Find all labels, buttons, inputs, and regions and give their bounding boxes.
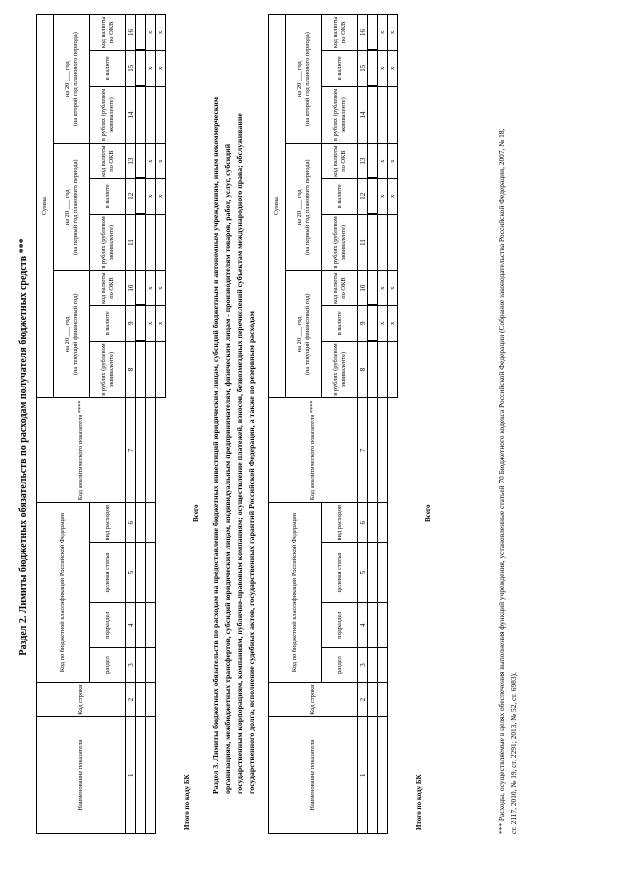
- header-okv: код валюты по ОКВ: [90, 271, 126, 306]
- x-mark: х: [156, 50, 166, 86]
- x-mark: х: [146, 15, 156, 51]
- col-number: 12: [126, 178, 136, 214]
- header-okv: код валюты по ОКВ: [90, 144, 126, 179]
- x-mark: х: [156, 271, 166, 306]
- col-number: 16: [126, 15, 136, 51]
- header-code: Код строки: [37, 682, 126, 717]
- table-row: [388, 15, 398, 834]
- col-number: 8: [358, 341, 368, 398]
- col-number: 14: [126, 86, 136, 144]
- header-currency: в валюте: [322, 178, 358, 214]
- col-number: 2: [126, 682, 136, 717]
- section-3-title: Раздел 3. Лимиты бюджетных обязательств по расходам на предоставление бюджетных инвестиций юридическим лицам, субсидий бюджетным и автономным учреждениям, иным некоммерческим организациям, межбюджетных трансфертов, субсидий юридическим лицам, индивидуальным предпринимателям, физическим лицам - производителям товаров, работ, услуг, субсидий государственным корпорациям, компаниям, публично-правовым компаниям; осуществление платежей, взносов, безвозмездных перечислений субъектам международного права; обслуживание государственного долга, исполнение судебных актов, государственных гарантий Российской Федерации, а также по резервным расходам: [211, 96, 256, 794]
- table-row: [368, 15, 378, 834]
- header-okv: код валюты по ОКВ: [322, 271, 358, 306]
- header-okv: код валюты по ОКВ: [322, 15, 358, 51]
- section-2-title: Раздел 2. Лимиты бюджетных обязательств по расходам получателя бюджетных средств ***: [18, 238, 29, 656]
- col-number: 10: [126, 271, 136, 306]
- x-mark: х: [156, 178, 166, 214]
- header-currency: в валюте: [90, 305, 126, 341]
- header-expense-type: вид расходов: [322, 503, 358, 543]
- header-podrazdel: подраздел: [90, 603, 126, 648]
- col-number: 15: [126, 50, 136, 86]
- col-number: 7: [126, 398, 136, 503]
- header-year-first-plan: на 20 ___ год (на первый год планового периода): [54, 144, 90, 271]
- header-analytic-code: Код аналитического показателя ****: [269, 398, 358, 503]
- col-number: 13: [358, 144, 368, 179]
- table-row: [378, 15, 388, 834]
- col-number: 10: [358, 271, 368, 306]
- footnote: *** Расходы, осуществляемые в целях обеспечения выполнения функций учреждения, установленные статьей 70 Бюджетного кодекса Российской Федерации (Собрание законодательства Российской Федерации, 2007, № 18, ст. 2117, 2010, № 19, ст. 2291; 2013, № 52, ст. 6983).: [497, 128, 518, 834]
- header-code: Код строки: [269, 682, 358, 717]
- col-number: 2: [358, 682, 368, 717]
- x-mark: х: [388, 305, 398, 341]
- col-number: 3: [358, 648, 368, 683]
- vsego-label: Всего: [192, 504, 200, 522]
- x-mark: х: [378, 305, 388, 341]
- header-currency: в валюте: [322, 50, 358, 86]
- header-currency: в валюте: [90, 50, 126, 86]
- header-sum: Сумма: [269, 15, 286, 398]
- header-name: Наименование показателя: [37, 717, 126, 834]
- x-mark: х: [156, 305, 166, 341]
- header-analytic-code: Код аналитического показателя ****: [37, 398, 126, 503]
- itogo-by-bk-label: Итого по коду БК: [415, 774, 423, 830]
- col-number: 4: [358, 603, 368, 648]
- header-year-current: на 20 ___ год (на текущий финансовый год): [286, 271, 322, 398]
- x-mark: х: [378, 50, 388, 86]
- x-mark: х: [146, 144, 156, 179]
- header-currency: в валюте: [322, 305, 358, 341]
- x-mark: х: [146, 305, 156, 341]
- table-row: [156, 15, 166, 834]
- x-mark: х: [156, 15, 166, 51]
- table-row: [136, 15, 146, 834]
- x-mark: х: [146, 178, 156, 214]
- limits-table-section-3: [268, 14, 398, 834]
- col-number: 13: [126, 144, 136, 179]
- header-razdel: раздел: [90, 648, 126, 683]
- col-number: 1: [358, 717, 368, 834]
- col-number: 5: [358, 543, 368, 603]
- header-year-first-plan: на 20 ___ год (на первый год планового периода): [286, 144, 322, 271]
- col-number: 11: [358, 214, 368, 271]
- col-number: 14: [358, 86, 368, 144]
- x-mark: х: [156, 144, 166, 179]
- header-rub: в рублях (рублевом эквиваленте): [322, 214, 358, 271]
- x-mark: х: [388, 144, 398, 179]
- x-mark: х: [146, 271, 156, 306]
- header-rub: в рублях (рублевом эквиваленте): [90, 86, 126, 144]
- header-sum: Сумма: [37, 15, 54, 398]
- col-number: 15: [358, 50, 368, 86]
- header-target-article: целевая статья: [322, 543, 358, 603]
- x-mark: х: [378, 178, 388, 214]
- header-okv: код валюты по ОКВ: [322, 144, 358, 179]
- header-year-second-plan: на 20 ___ год (на второй год планового периода): [286, 15, 322, 144]
- header-currency: в валюте: [90, 178, 126, 214]
- header-rub: в рублях (рублевом эквиваленте): [322, 341, 358, 398]
- col-number: 4: [126, 603, 136, 648]
- x-mark: х: [388, 178, 398, 214]
- x-mark: х: [388, 271, 398, 306]
- header-rub: в рублях (рублевом эквиваленте): [322, 86, 358, 144]
- col-number: 6: [126, 503, 136, 543]
- col-number: 3: [126, 648, 136, 683]
- x-mark: х: [146, 50, 156, 86]
- col-number: 6: [358, 503, 368, 543]
- x-mark: х: [378, 15, 388, 51]
- col-number: 5: [126, 543, 136, 603]
- header-budget-classification: Код по бюджетной классификации Российской Федерации: [269, 503, 322, 683]
- header-budget-classification: Код по бюджетной классификации Российской Федерации: [37, 503, 90, 683]
- header-expense-type: вид расходов: [90, 503, 126, 543]
- col-number: 12: [358, 178, 368, 214]
- x-mark: х: [378, 271, 388, 306]
- col-number: 9: [126, 305, 136, 341]
- col-number: 16: [358, 15, 368, 51]
- header-rub: в рублях (рублевом эквиваленте): [90, 214, 126, 271]
- header-target-article: целевая статья: [90, 543, 126, 603]
- col-number: 8: [126, 341, 136, 398]
- vsego-label: Всего: [424, 504, 432, 522]
- header-year-second-plan: на 20 ___ год (на второй год планового периода): [54, 15, 90, 144]
- table-row: [146, 15, 156, 834]
- header-razdel: раздел: [322, 648, 358, 683]
- itogo-by-bk-label: Итого по коду БК: [183, 774, 191, 830]
- header-okv: код валюты по ОКВ: [90, 15, 126, 51]
- col-number: 7: [358, 398, 368, 503]
- header-rub: в рублях (рублевом эквиваленте): [90, 341, 126, 398]
- limits-table-section-2: [36, 14, 166, 834]
- col-number: 1: [126, 717, 136, 834]
- col-number: 9: [358, 305, 368, 341]
- x-mark: х: [388, 15, 398, 51]
- col-number: 11: [126, 214, 136, 271]
- x-mark: х: [388, 50, 398, 86]
- header-podrazdel: подраздел: [322, 603, 358, 648]
- header-year-current: на 20 ___ год (на текущий финансовый год): [54, 271, 90, 398]
- header-name: Наименование показателя: [269, 717, 358, 834]
- x-mark: х: [378, 144, 388, 179]
